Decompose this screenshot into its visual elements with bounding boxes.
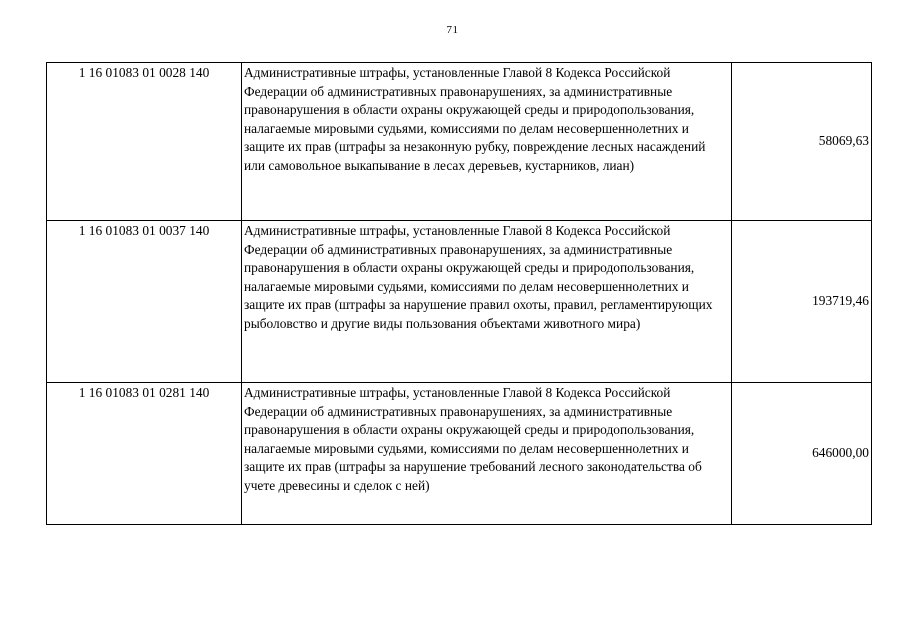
description-cell: Административные штрафы, установленные Главой 8 Кодекса Российской Федерации об административных правонарушениях, за административные правонарушения в области охраны окружающей среды и природопользования, налагаемые мировыми судьями, комиссиями по делам несовершеннолетних и защите их прав (штрафы за нарушение требований лесного законодательства об учете древесины и сделок с ней) <box>242 383 732 525</box>
amount-cell: 193719,46 <box>732 221 872 383</box>
table-row <box>47 383 872 525</box>
table-row <box>47 63 872 221</box>
budget-code-cell: 1 16 01083 01 0037 140 <box>47 221 242 383</box>
budget-revenue-table <box>46 62 872 525</box>
budget-code-cell: 1 16 01083 01 0281 140 <box>47 383 242 525</box>
page-number: 71 <box>446 24 459 36</box>
description-cell: Административные штрафы, установленные Главой 8 Кодекса Российской Федерации об административных правонарушениях, за административные правонарушения в области охраны окружающей среды и природопользования, налагаемые мировыми судьями, комиссиями по делам несовершеннолетних и защите их прав (штрафы за нарушение правил охоты, правил, регламентирующих рыболовство и другие виды пользования объектами животного мира) <box>242 221 732 383</box>
amount-cell: 58069,63 <box>732 63 872 221</box>
table-row <box>47 221 872 383</box>
budget-code-cell: 1 16 01083 01 0028 140 <box>47 63 242 221</box>
amount-cell: 646000,00 <box>732 383 872 525</box>
description-cell: Административные штрафы, установленные Главой 8 Кодекса Российской Федерации об административных правонарушениях, за административные правонарушения в области охраны окружающей среды и природопользования, налагаемые мировыми судьями, комиссиями по делам несовершеннолетних и защите их прав (штрафы за незаконную рубку, повреждение лесных насаждений или самовольное выкапывание в лесах деревьев, кустарников, лиан) <box>242 63 732 221</box>
